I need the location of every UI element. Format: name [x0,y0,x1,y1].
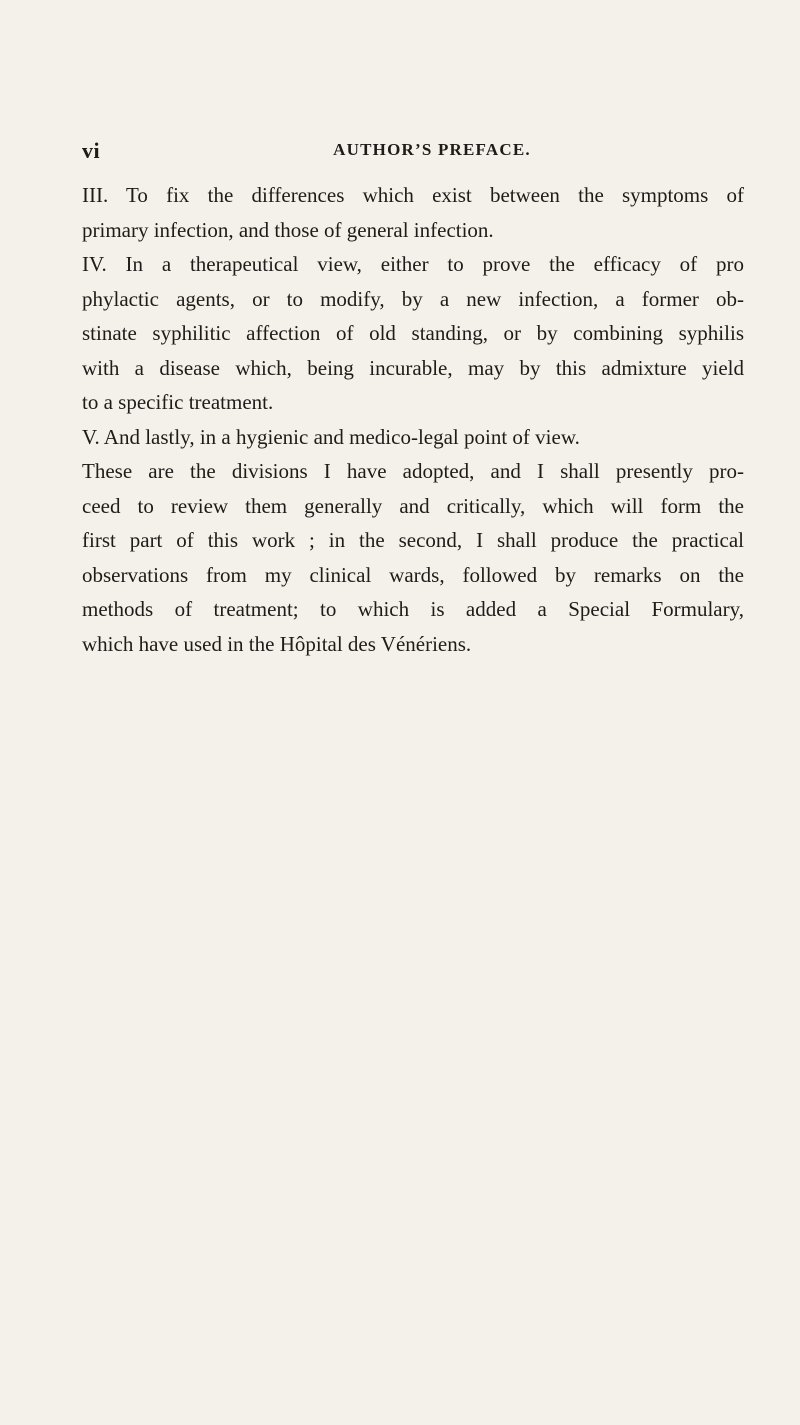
running-head [82,138,742,166]
running-title: AUTHOR’S PREFACE. [333,140,531,159]
text-line: V. And lastly, in a hygienic and medico-legal point of view. [82,424,580,449]
text-line: III. To fix the differences which exist between the symptoms of [82,183,744,207]
text-line: primary infection, and those of general infection. [82,217,494,242]
text-line: methods of treatment; to which is added a Special Formulary, [82,597,744,621]
text-line: with a disease which, being incurable, may by this admixture yield [82,355,744,380]
text-line: which have used in the Hôpital des Vénériens. [82,631,472,656]
text-line: observations from my clinical wards, followed by remarks on the [82,562,744,587]
text-line: first part of this work ; in the second, I shall produce the practical [82,528,744,552]
text-line: IV. In a therapeutical view, either to prove the efficacy of pro [82,252,744,276]
text-line: phylactic agents, or to modify, by a new infection, a former ob- [82,286,744,311]
text-line: ceed to review them generally and critically, which will form the [82,493,744,518]
page-number: vi [82,138,101,163]
text-line: These are the divisions I have adopted, and I shall presently pro- [82,459,744,483]
text-line: stinate syphilitic affection of old standing, or by combining syphilis [82,321,744,345]
body-text [82,178,744,661]
text-line: to a specific treatment. [82,390,274,414]
